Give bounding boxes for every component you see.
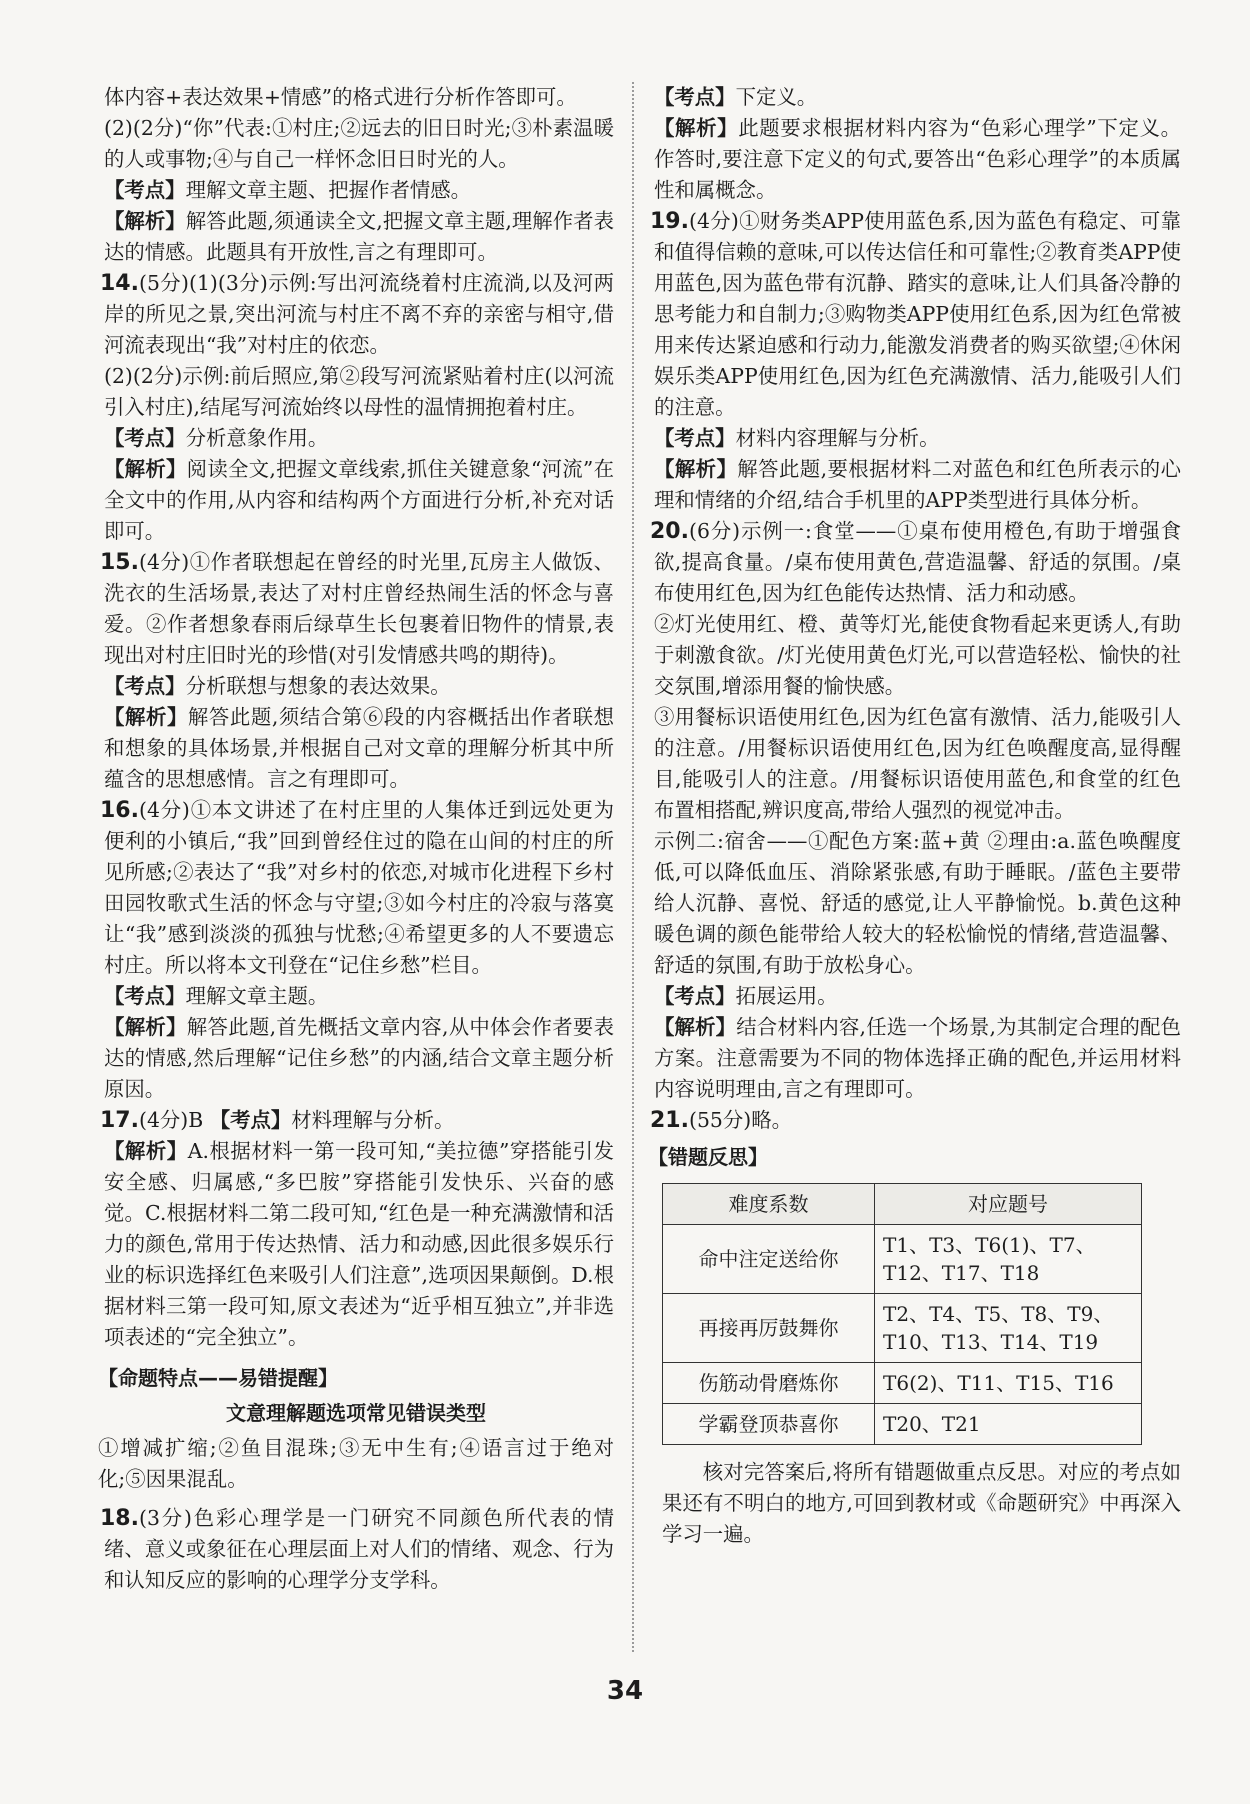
answer-text: (4分)B [138, 1108, 204, 1132]
kaodian-text: 拓展运用。 [735, 984, 838, 1008]
reflection-title: 【错题反思】 [648, 1145, 768, 1169]
jiexi-tag: 【解析】 [104, 1139, 188, 1163]
table-cell: 命中注定送给你 [663, 1225, 875, 1294]
kaodian-text: 分析联想与想象的表达效果。 [185, 674, 451, 698]
answer-text: (5分)(1)(3分)示例:写出河流绕着村庄流淌,以及河两岸的所见之景,突出河流与村庄不离不弃的亲密与相守,借河流表现出“我”对村庄的依恋。 [104, 271, 614, 357]
right-column [648, 82, 1182, 1550]
jiexi-text: 结合材料内容,任选一个场景,为其制定合理的配色方案。注意需要为不同的物体选择正确的配色,并运用材料内容说明理由,言之有理即可。 [654, 1015, 1181, 1101]
jiexi-tag: 【解析】 [654, 457, 738, 481]
jiexi [104, 206, 614, 268]
answer-line: (2)(2分)“你”代表:①村庄;②远去的旧日时光;③朴素温暖的人或事物;④与自己一样怀念旧日时光的人。 [104, 116, 614, 171]
jiexi-tag: 【解析】 [104, 209, 186, 233]
feature-box [98, 1363, 614, 1495]
jiexi [104, 1136, 614, 1353]
table-row [663, 1294, 1142, 1363]
table-row [663, 1404, 1142, 1445]
table-header: 对应题号 [875, 1184, 1142, 1225]
kaodian-text: 材料理解与分析。 [291, 1108, 455, 1132]
table-cell: T1、T3、T6(1)、T7、T12、T17、T18 [875, 1225, 1142, 1294]
jiexi-text: 解答此题,要根据材料二对蓝色和红色所表示的心理和情绪的介绍,结合手机里的APP类型进行具体分析。 [654, 457, 1182, 512]
kaodian-tag: 【考点】 [104, 984, 186, 1008]
table-row [663, 1363, 1142, 1404]
kaodian [654, 423, 1181, 454]
question-number: 15. [100, 550, 139, 575]
answer-line: (2)(2分)示例:前后照应,第②段写河流紧贴着村庄(以河流引入村庄),结尾写河流始终以母性的温情拥抱着村庄。 [104, 364, 614, 419]
kaodian-text: 材料内容理解与分析。 [735, 426, 940, 450]
kaodian-text: 分析意象作用。 [185, 426, 329, 450]
answer-line: 体内容+表达效果+情感”的格式进行分析作答即可。 [104, 85, 577, 109]
reflection-table [662, 1183, 1142, 1445]
question-number: 21. [650, 1108, 689, 1133]
kaodian [104, 981, 614, 1012]
answer-line: ②灯光使用红、橙、黄等灯光,能使食物看起来更诱人,有助于刺激食欲。/灯光使用黄色灯光,可以营造轻松、愉快的社交氛围,增添用餐的愉快感。 [654, 612, 1181, 698]
jiexi-tag: 【解析】 [104, 1015, 187, 1039]
kaodian-tag: 【考点】 [654, 426, 736, 450]
answer-text: (55分)略。 [688, 1108, 793, 1132]
jiexi [654, 454, 1181, 516]
question-19 [650, 206, 1181, 423]
jiexi [104, 702, 614, 795]
answer-text: (6分)示例一:食堂——①桌布使用橙色,有助于增强食欲,提高食量。/桌布使用黄色,营造温馨、舒适的氛围。/桌布使用红色,因为红色能传达热情、活力和动感。 [654, 519, 1181, 605]
answer-line: ③用餐标识语使用红色,因为红色富有激情、活力,能吸引人的注意。/用餐标识语使用红色,因为红色唤醒度高,显得醒目,能吸引人的注意。/用餐标识语使用蓝色,和食堂的红色布置相搭配,辨识度高,带给人强烈的视觉冲击。 [654, 705, 1181, 822]
kaodian [104, 423, 614, 454]
feature-title: 【命题特点——易错提醒】 [98, 1366, 338, 1390]
question-16 [100, 795, 614, 981]
answer-text: (4分)①财务类APP使用蓝色系,因为蓝色有稳定、可靠和值得信赖的意味,可以传达信任和可靠性;②教育类APP使用蓝色,因为蓝色带有沉静、踏实的意味,让人们具备冷静的思考能力和自制力;③购物类APP使用红色系,因为红色常被用来传达紧迫感和行动力,能激发消费者的购买欲望;④休闲娱乐类APP使用红色,因为红色充满激情、活力,能吸引人们的注意。 [654, 209, 1181, 419]
table-header-row [663, 1184, 1142, 1225]
jiexi-text: A.根据材料一第一段可知,“美拉德”穿搭能引发安全感、归属感,“多巴胺”穿搭能引发快乐、兴奋的感觉。C.根据材料二第二段可知,“红色是一种充满激情和活力的颜色,常用于传达热情、活力和动感,因此很多娱乐行业的标识选择红色来吸引人们注意”,选项因果颠倒。D.根据材料三第一段可知,原文表述为“近乎相互独立”,并非选项表述的“完全独立”。 [104, 1139, 615, 1349]
answer-line: 示例二:宿舍——①配色方案:蓝+黄 ②理由:a.蓝色唤醒度低,可以降低血压、消除紧张感,有助于睡眠。/蓝色主要带给人沉静、喜悦、舒适的感觉,让人平静愉悦。b.黄色这种暖色调的颜色能带给人较大的轻松愉悦的情绪,营造温馨、舒适的氛围,有助于放松身心。 [654, 829, 1181, 977]
question-14 [100, 268, 614, 361]
jiexi-tag: 【解析】 [104, 705, 188, 729]
question-number: 17. [100, 1108, 139, 1133]
jiexi-tag: 【解析】 [654, 1015, 737, 1039]
table-cell: T6(2)、T11、T15、T16 [875, 1363, 1142, 1404]
jiexi [654, 1012, 1181, 1105]
kaodian-tag: 【考点】 [654, 984, 736, 1008]
table-cell: T2、T4、T5、T8、T9、T10、T13、T14、T19 [875, 1294, 1142, 1363]
table-row [663, 1225, 1142, 1294]
table-cell: 学霸登顶恭喜你 [663, 1404, 875, 1445]
jiexi-text: 解答此题,须通读全文,把握文章主题,理解作者表达的情感。此题具有开放性,言之有理即可。 [104, 209, 614, 264]
question-17 [100, 1105, 614, 1136]
jiexi-tag: 【解析】 [104, 457, 187, 481]
table-cell: 再接再厉鼓舞你 [663, 1294, 875, 1363]
question-number: 16. [100, 798, 139, 823]
answer-text: (4分)①本文讲述了在村庄里的人集体迁到远处更为便利的小镇后,“我”回到曾经住过的隐在山间的村庄的所见所感;②表达了“我”对乡村的依恋,对城市化进程下乡村田园牧歌式生活的怀念与守望;③如今村庄的冷寂与落寞让“我”感到淡淡的孤独与忧愁;④希望更多的人不要遗忘村庄。所以将本文刊登在“记住乡愁”栏目。 [104, 798, 614, 977]
jiexi-text: 此题要求根据材料内容为“色彩心理学”下定义。作答时,要注意下定义的句式,要答出“色彩心理学”的本质属性和属概念。 [654, 116, 1181, 202]
question-20 [650, 516, 1181, 609]
kaodian [654, 82, 1181, 113]
feature-subtitle: 文意理解题选项常见错误类型 [226, 1401, 486, 1425]
page-number: 34 [606, 1676, 644, 1706]
jiexi [104, 454, 614, 547]
kaodian-tag: 【考点】 [104, 674, 186, 698]
jiexi [104, 1012, 614, 1105]
column-divider [632, 82, 634, 1652]
answer-text: (4分)①作者联想起在曾经的时光里,瓦房主人做饭、洗衣的生活场景,表达了对村庄曾经热闹生活的怀念与喜爱。②作者想象春雨后绿草生长包裹着旧物件的情景,表现出对村庄旧时光的珍惜(对引发情感共鸣的期待)。 [104, 550, 614, 667]
kaodian-tag: 【考点】 [654, 85, 736, 109]
question-number: 14. [100, 271, 139, 296]
left-column [98, 82, 615, 1596]
kaodian-tag: 【考点】 [209, 1108, 292, 1132]
jiexi-text: 解答此题,须结合第⑥段的内容概括出作者联想和想象的具体场景,并根据自己对文章的理解分析其中所蕴含的思想感情。言之有理即可。 [104, 705, 614, 791]
jiexi-text: 阅读全文,把握文章线索,抓住关键意象“河流”在全文中的作用,从内容和结构两个方面进行分析,补充对话即可。 [104, 457, 614, 543]
kaodian-text: 理解文章主题、把握作者情感。 [185, 178, 472, 202]
reflection-note: 核对完答案后,将所有错题做重点反思。对应的考点如果还有不明白的地方,可回到教材或《命题研究》中再深入学习一遍。 [662, 1460, 1181, 1546]
question-number: 18. [100, 1506, 139, 1531]
question-18 [100, 1503, 614, 1596]
question-21 [650, 1105, 1181, 1136]
question-number: 20. [650, 519, 689, 544]
jiexi [654, 113, 1181, 206]
question-number: 19. [650, 209, 689, 234]
jiexi-tag: 【解析】 [654, 116, 739, 140]
feature-body: ①增减扩缩;②鱼目混珠;③无中生有;④语言过于绝对化;⑤因果混乱。 [98, 1436, 614, 1491]
kaodian [104, 671, 614, 702]
kaodian-tag: 【考点】 [104, 426, 186, 450]
kaodian [104, 175, 614, 206]
jiexi-text: 解答此题,首先概括文章内容,从中体会作者要表达的情感,然后理解“记住乡愁”的内涵,结合文章主题分析原因。 [104, 1015, 615, 1101]
table-cell: 伤筋动骨磨炼你 [663, 1363, 875, 1404]
kaodian-tag: 【考点】 [104, 178, 186, 202]
question-15 [100, 547, 614, 671]
answer-text: (3分)色彩心理学是一门研究不同颜色所代表的情绪、意义或象征在心理层面上对人们的情绪、观念、行为和认知反应的影响的心理学分支学科。 [104, 1506, 614, 1592]
kaodian-text: 理解文章主题。 [185, 984, 329, 1008]
table-cell: T20、T21 [875, 1404, 1142, 1445]
table-header: 难度系数 [663, 1184, 875, 1225]
kaodian-text: 下定义。 [735, 85, 818, 109]
kaodian [654, 981, 1181, 1012]
